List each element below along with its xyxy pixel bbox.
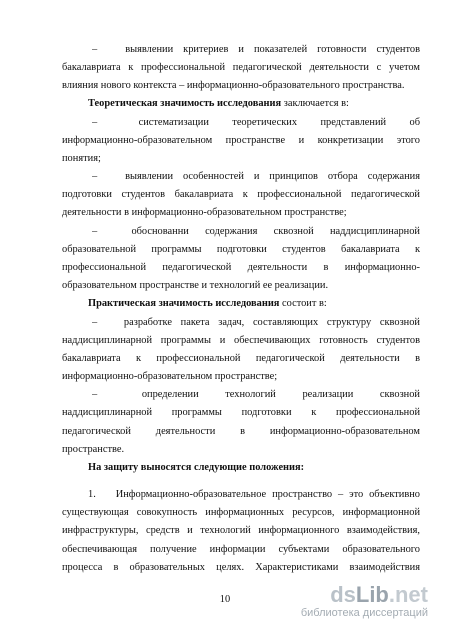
text-line: деятельности в информационно-образовательном пространстве;: [62, 207, 347, 218]
text-line: бакалавриата к профессиональной педагогической деятельности в: [62, 353, 420, 364]
watermark-logo: [330, 583, 428, 607]
text-line: понятия;: [62, 153, 101, 164]
text-line: подготовки студентов бакалавриата к профессиональной педагогической: [62, 189, 420, 200]
bold-heading: Практическая значимость исследования: [88, 298, 280, 309]
text-line: информационно-образовательном пространстве;: [62, 371, 278, 382]
text-line: пространстве.: [62, 444, 125, 455]
text-line: – определении технологий реализации сквозной: [92, 389, 420, 400]
text-line: – выявлении критериев и показателей готовности студентов: [92, 44, 420, 55]
text-line: наддисциплинарной программы подготовки к профессиональной: [62, 407, 420, 418]
section-heading-practical: [88, 297, 420, 311]
text-line: образовательной программы подготовки студентов бакалавриата к: [62, 244, 420, 255]
text-line: образовательном пространстве и технологий ее реализации.: [62, 280, 329, 291]
logo-part: Lib: [355, 582, 389, 607]
text-line: педагогической деятельности в информационно-образовательном: [62, 426, 420, 437]
text-line: обеспечивающая получение информации субъектами образовательного: [62, 544, 420, 555]
section-heading-theoretical: [88, 97, 420, 111]
bold-heading: На защиту выносятся следующие положения:: [88, 462, 305, 473]
page-number: 10: [219, 594, 231, 605]
text-line: – обоснованни содержания сквозной наддисциплинарной: [92, 226, 420, 237]
text-line: – выявлении особенностей и принципов отбора содержания: [92, 171, 420, 182]
logo-part: ds: [330, 582, 356, 607]
watermark-subtitle: библиотека диссертаций: [300, 607, 428, 619]
heading-rest: заключается в:: [281, 98, 349, 109]
text-line: влияния нового контекста – информационно-образовательного пространства.: [62, 80, 405, 91]
text-line: бакалавриата к профессиональной педагогической деятельности с учетом: [62, 62, 420, 73]
text-line: – разработке пакета задач, составляющих структуру сквозной: [92, 317, 420, 328]
text-line: процесса в образовательных целях. Характеристиками взаимодействия: [62, 562, 420, 573]
text-line: 1. Информационно-образовательное пространство – это объективно: [88, 489, 420, 500]
text-line: – систематизации теоретических представлений об: [92, 117, 420, 128]
heading-rest: состоит в:: [279, 298, 327, 309]
logo-part: .net: [388, 582, 428, 607]
text-line: информационно-образовательном пространстве и конкретизации этого: [62, 135, 420, 146]
text-line: существующая совокупность информационных ресурсов, информационной: [62, 507, 420, 518]
dslib-watermark: [278, 583, 428, 623]
text-line: профессиональной педагогической деятельности в информационно-: [62, 262, 420, 273]
section-heading-defense: [88, 461, 420, 475]
text-line: инфраструктуры, средств и технологий информационного взаимодействия,: [62, 525, 420, 536]
bold-heading: Теоретическая значимость исследования: [88, 98, 282, 109]
text-line: наддисциплинарной программы и обеспечивающих готовность студентов: [62, 335, 420, 346]
